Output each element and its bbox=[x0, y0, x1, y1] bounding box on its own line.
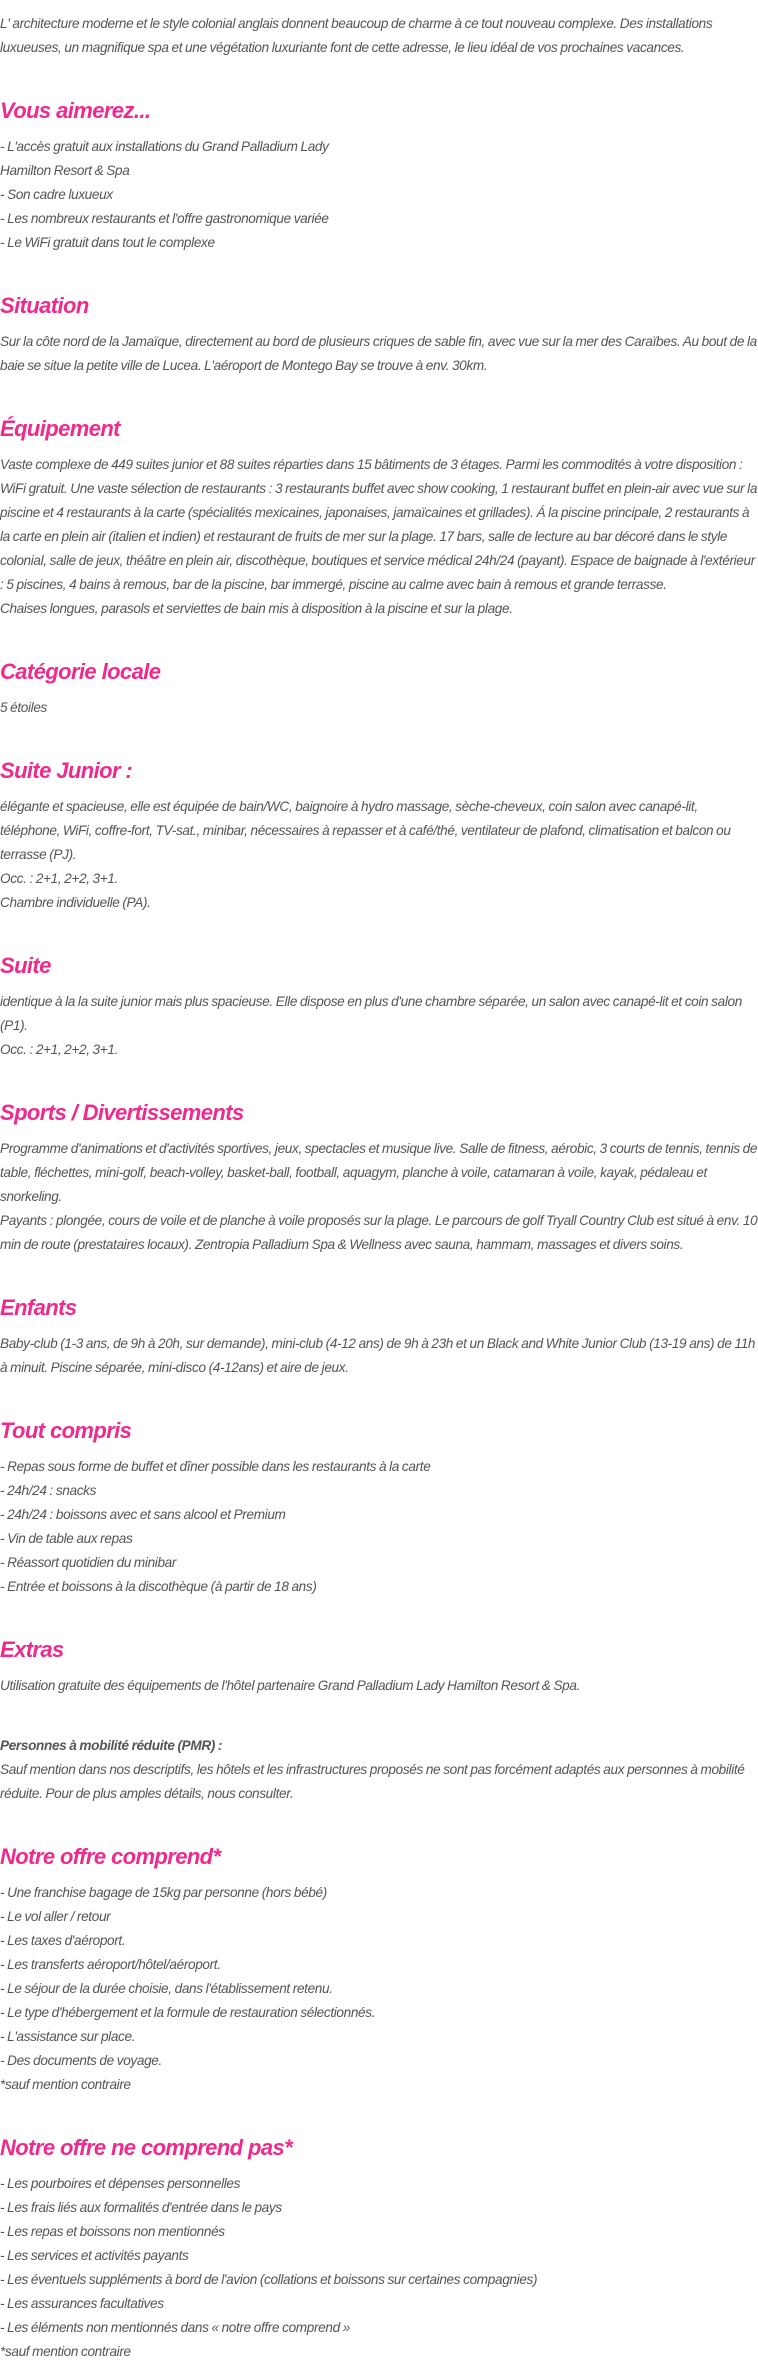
list-item: - Le vol aller / retour bbox=[0, 1909, 111, 1924]
included-list bbox=[0, 1881, 758, 2097]
categorie-text: 5 étoiles bbox=[0, 700, 47, 715]
section-title: Suite Junior : bbox=[0, 758, 133, 783]
list-item: - Le séjour de la durée choisie, dans l'établissement retenu. bbox=[0, 1981, 333, 1996]
list-item: - L'assistance sur place. bbox=[0, 2029, 136, 2044]
list-item: - Les éléments non mentionnés dans « notre offre comprend » bbox=[0, 2320, 350, 2335]
section-extras bbox=[0, 1635, 758, 1806]
section-title: Sports / Divertissements bbox=[0, 1100, 244, 1125]
situation-text: Sur la côte nord de la Jamaïque, directement au bord de plusieurs criques de sable fin, avec vue sur la mer des Caraïbes. Au bout de la baie se situe la petite ville de Lucea. L'aéroport de Montego Bay se trouve à env. 30km. bbox=[0, 334, 757, 373]
section-offre-comprend bbox=[0, 1842, 758, 2097]
list-item: - Les repas et boissons non mentionnés bbox=[0, 2224, 225, 2239]
list-item: - Son cadre luxueux bbox=[0, 187, 113, 202]
footnote: *sauf mention contraire bbox=[0, 2344, 131, 2359]
section-suite-junior bbox=[0, 756, 758, 915]
list-item: - Les services et activités payants bbox=[0, 2248, 189, 2263]
intro-text: L' architecture moderne et le style colonial anglais donnent beaucoup de charme à ce tout nouveau complexe. Des installations luxueuses, un magnifique spa et une végétation luxuriante font de cette adresse, le lieu idéal de vos prochaines vacances. bbox=[0, 16, 713, 55]
pmr-text: Sauf mention dans nos descriptifs, les hôtels et les infrastructures proposés ne sont pas forcément adaptés aux personnes à mobilité réduite. Pour de plus amples détails, nous consulter. bbox=[0, 1762, 745, 1801]
suite-junior-text: élégante et spacieuse, elle est équipée de bain/WC, baignoire à hydro massage, sèche-cheveux, coin salon avec canapé-lit, téléphone, WiFi, coffre-fort, TV-sat., minibar, nécessaires à repasser et à café/thé, ventilateur de plafond, climatisation et balcon ou terrasse (PJ). bbox=[0, 799, 731, 862]
section-title: Catégorie locale bbox=[0, 659, 161, 684]
enfants-text: Baby-club (1-3 ans, de 9h à 20h, sur demande), mini-club (4-12 ans) de 9h à 23h et un Black and White Junior Club (13-19 ans) de 11h à minuit. Piscine séparée, mini-disco (4-12ans) et aire de jeux. bbox=[0, 1336, 756, 1375]
section-title: Situation bbox=[0, 293, 89, 318]
list-item: - 24h/24 : boissons avec et sans alcool et Premium bbox=[0, 1507, 286, 1522]
sports-text: Programme d'animations et d'activités sportives, jeux, spectacles et musique live. Salle de fitness, aérobic, 3 courts de tennis, tennis de table, fléchettes, mini-golf, beach-volley, basket-ball, football, aquagym, planche à voile, catamaran à voile, kayak, pédaleau et snorkeling. bbox=[0, 1141, 758, 1204]
list-item: - Réassort quotidien du minibar bbox=[0, 1555, 177, 1570]
section-title: Notre offre ne comprend pas* bbox=[0, 2135, 293, 2160]
list-item: - Les nombreux restaurants et l'offre gastronomique variée bbox=[0, 211, 329, 226]
section-title: Vous aimerez... bbox=[0, 98, 151, 123]
suite-occupancy: Occ. : 2+1, 2+2, 3+1. bbox=[0, 1042, 118, 1057]
excluded-list bbox=[0, 2172, 758, 2364]
list-item: - Une franchise bagage de 15kg par personne (hors bébé) bbox=[0, 1885, 327, 1900]
section-tout-compris bbox=[0, 1416, 758, 1599]
list-item: - Le type d'hébergement et la formule de restauration sélectionnés. bbox=[0, 2005, 376, 2020]
highlights-list bbox=[0, 135, 758, 255]
section-title: Enfants bbox=[0, 1295, 77, 1320]
section-sports bbox=[0, 1098, 758, 1257]
list-item: - Les taxes d'aéroport. bbox=[0, 1933, 126, 1948]
section-title: Tout compris bbox=[0, 1418, 132, 1443]
section-situation bbox=[0, 291, 758, 378]
sports-text-2: Payants : plongée, cours de voile et de planche à voile proposés sur la plage. Le parcours de golf Tryall Country Club est situé à env. 10 min de route (prestataires locaux). Zentropia Palladium Spa & Wellness avec sauna, hammam, massages et divers soins. bbox=[0, 1213, 758, 1252]
extras-text: Utilisation gratuite des équipements de l'hôtel partenaire Grand Palladium Lady Hamilton Resort & Spa. bbox=[0, 1678, 581, 1693]
list-item: - Les frais liés aux formalités d'entrée dans le pays bbox=[0, 2200, 282, 2215]
section-title: Équipement bbox=[0, 416, 120, 441]
equipement-text: Vaste complexe de 449 suites junior et 88 suites réparties dans 15 bâtiments de 3 étages. Parmi les commodités à votre disposition : WiFi gratuit. Une vaste sélection de restaurants : 3 restaurants buffet avec show cooking, 1 restaurant buffet en plein-air avec vue sur la piscine et 4 restaurants à la carte (spécialités mexicaines, japonaises, jamaïcaines et grillades). Á la piscine principale, 2 restaurants à la carte en plein air (italien et indien) et restaurant de fruits de mer sur la plage. 17 bars, salle de lecture au bar décoré dans le style colonial, salle de jeux, théâtre en plein air, discothèque, boutiques et service médical 24h/24 (payant). Espace de baignade à l'extérieur : 5 piscines, 4 bains à remous, bar de la piscine, bar immergé, piscine au calme avec bain à remous et grande terrasse. bbox=[0, 457, 758, 592]
list-item: - Entrée et boissons à la discothèque (à partir de 18 ans) bbox=[0, 1579, 317, 1594]
suite-text: identique à la la suite junior mais plus spacieuse. Elle dispose en plus d'une chambre séparée, un salon avec canapé-lit et coin salon (P1). bbox=[0, 994, 742, 1033]
section-equipement bbox=[0, 414, 758, 621]
list-item: - Des documents de voyage. bbox=[0, 2053, 162, 2068]
list-item: - Les transferts aéroport/hôtel/aéroport. bbox=[0, 1957, 221, 1972]
section-title: Suite bbox=[0, 953, 51, 978]
section-title: Extras bbox=[0, 1637, 64, 1662]
footnote: *sauf mention contraire bbox=[0, 2077, 131, 2092]
section-suite bbox=[0, 951, 758, 1062]
pmr-title: Personnes à mobilité réduite (PMR) : bbox=[0, 1738, 223, 1753]
section-enfants bbox=[0, 1293, 758, 1380]
suite-junior-occupancy: Occ. : 2+1, 2+2, 3+1. bbox=[0, 871, 118, 886]
section-offre-ne-comprend-pas bbox=[0, 2133, 758, 2364]
spacer bbox=[0, 1698, 758, 1734]
suite-junior-single: Chambre individuelle (PA). bbox=[0, 895, 151, 910]
list-item: - 24h/24 : snacks bbox=[0, 1483, 97, 1498]
list-item: - Les éventuels suppléments à bord de l'avion (collations et boissons sur certaines compagnies) bbox=[0, 2272, 538, 2287]
section-categorie bbox=[0, 657, 758, 720]
equipement-text-2: Chaises longues, parasols et serviettes de bain mis à disposition à la piscine et sur la plage. bbox=[0, 601, 513, 616]
section-title: Notre offre comprend* bbox=[0, 1844, 221, 1869]
list-item: - Les pourboires et dépenses personnelles bbox=[0, 2176, 241, 2191]
list-item: - Le WiFi gratuit dans tout le complexe bbox=[0, 235, 215, 250]
list-item: - Repas sous forme de buffet et dîner possible dans les restaurants à la carte bbox=[0, 1459, 431, 1474]
section-vous-aimerez bbox=[0, 96, 758, 255]
list-item: - Les assurances facultatives bbox=[0, 2296, 164, 2311]
list-item: - L'accès gratuit aux installations du Grand Palladium Lady bbox=[0, 139, 329, 154]
list-item: Hamilton Resort & Spa bbox=[0, 163, 130, 178]
list-item: - Vin de table aux repas bbox=[0, 1531, 133, 1546]
all-inclusive-list bbox=[0, 1455, 758, 1599]
